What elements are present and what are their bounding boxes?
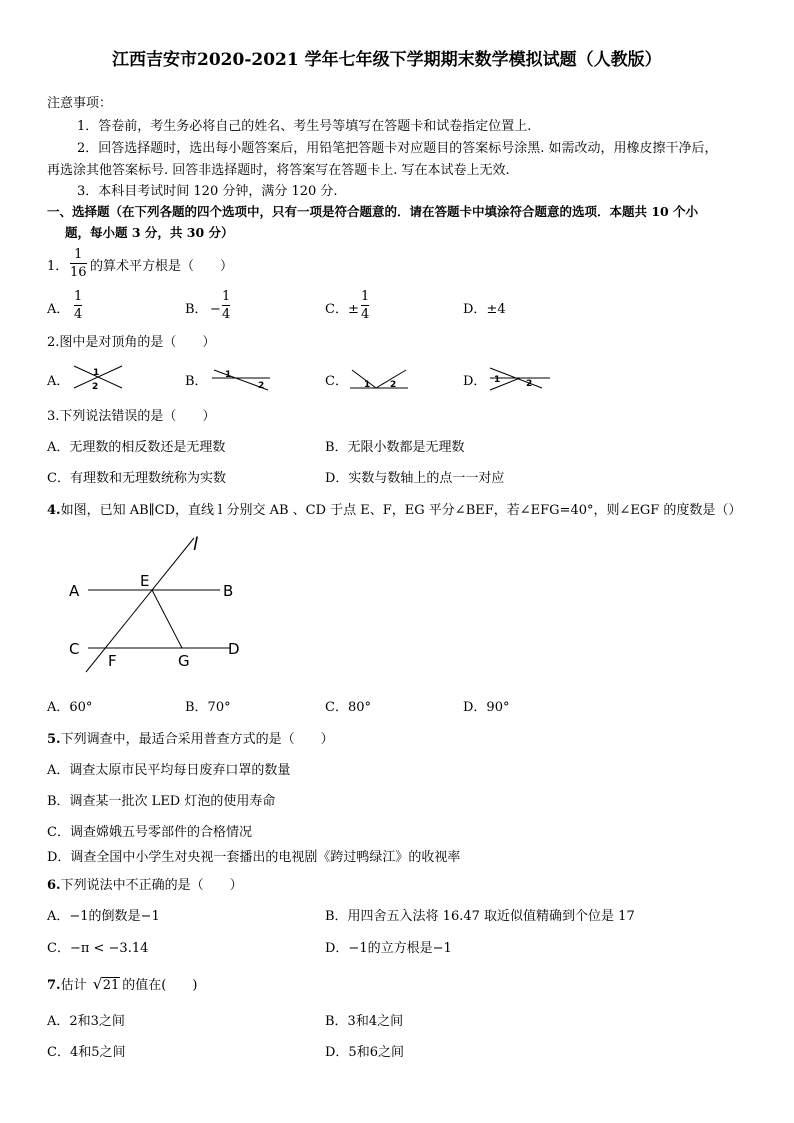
q6-option-a: A．−1的倒数是−1 bbox=[47, 909, 160, 924]
q2-figure-c bbox=[346, 364, 412, 392]
q4-option-d: D．90° bbox=[463, 700, 510, 715]
q5-stem-text: 下列调查中，最适合采用普查方式的是（ ） bbox=[60, 732, 334, 747]
q1-option-b-fraction bbox=[222, 290, 230, 321]
q4-stem-text: 如图，已知 AB∥CD，直线 l 分别交 AB 、CD 于点 E、F，EG 平分∠BEF，若∠EFG=40°，则∠EGF 的度数是（） bbox=[60, 503, 742, 518]
q2-b-angle-1: 1 bbox=[225, 370, 232, 380]
q1-option-a-num: 1 bbox=[74, 289, 83, 304]
q1-fraction-numerator: 1 bbox=[74, 247, 83, 262]
q6-stem bbox=[47, 879, 243, 892]
q2-c-angle-1: 1 bbox=[364, 380, 371, 390]
q2-figure-b bbox=[208, 364, 274, 394]
q4-label-G: G bbox=[178, 652, 190, 670]
q1-option-a-den: 4 bbox=[74, 307, 83, 322]
q5-option-c: C．调查嫦娥五号零部件的合格情况 bbox=[47, 825, 252, 840]
q6-number: 6. bbox=[47, 878, 61, 893]
q2-option-c-label: C． bbox=[325, 374, 348, 389]
q4-label-F: F bbox=[108, 652, 117, 670]
q7-radicand: 21 bbox=[102, 978, 120, 993]
notice-item-2-cont: 再选涂其他答案标号. 回答非选择题时，将答案写在答题卡上. 写在本试卷上无效. bbox=[47, 163, 510, 178]
q1-option-b-label: B． bbox=[185, 302, 208, 317]
q1-fraction bbox=[70, 248, 87, 279]
q3-option-b: B．无限小数都是无理数 bbox=[325, 440, 465, 455]
q2-figure-a bbox=[70, 362, 126, 392]
q2-d-angle-1: 1 bbox=[494, 375, 501, 385]
q4-label-E: E bbox=[140, 572, 150, 590]
q2-d-angle-2: 2 bbox=[526, 379, 533, 389]
q1-option-b-num: 1 bbox=[222, 289, 231, 304]
q2-option-d-label: D． bbox=[463, 374, 487, 389]
q1-option-c-label: C． bbox=[325, 302, 348, 317]
q7-option-c: C．4和5之间 bbox=[47, 1045, 126, 1060]
q2-c-angle-2: 2 bbox=[390, 380, 397, 390]
q1-stem: 的算术平方根是（ ） bbox=[90, 259, 234, 274]
q1-option-d-label: D． bbox=[463, 302, 487, 317]
q5-option-b: B．调查某一批次 LED 灯泡的使用寿命 bbox=[47, 794, 276, 809]
q1-option-d-text: ±4 bbox=[486, 302, 506, 317]
q7-stem-post: 的值在( ) bbox=[122, 978, 198, 993]
q1-option-c-den: 4 bbox=[361, 307, 370, 322]
q1-number: 1． bbox=[47, 259, 69, 274]
q1-option-c-num: 1 bbox=[361, 289, 370, 304]
q1-option-c-prefix: ± bbox=[348, 302, 359, 317]
radical-sign-icon: √ bbox=[92, 975, 103, 993]
q5-number: 5. bbox=[47, 732, 61, 747]
q1-option-a-fraction bbox=[74, 290, 82, 321]
q4-number: 4. bbox=[47, 503, 61, 518]
page-title: 江西吉安市2020-2021 学年七年级下学期期末数学模拟试题（人教版） bbox=[112, 50, 662, 70]
q7-stem bbox=[47, 975, 198, 993]
q2-a-angle-2: 2 bbox=[92, 382, 99, 392]
q7-option-d: D．5和6之间 bbox=[325, 1045, 404, 1060]
q2-b-angle-2: 2 bbox=[258, 381, 265, 391]
q4-label-A: A bbox=[69, 582, 80, 600]
notice-item-3: 3．本科目考试时间 120 分钟，满分 120 分. bbox=[77, 184, 338, 199]
q1-option-c-fraction bbox=[361, 290, 369, 321]
q4-figure bbox=[60, 532, 260, 677]
q1-fraction-denominator: 16 bbox=[70, 265, 87, 280]
q7-stem-pre: 估计 bbox=[60, 978, 87, 993]
q6-option-c: C．−π < −3.14 bbox=[47, 941, 149, 956]
q6-option-b: B．用四舍五入法将 16.47 取近似值精确到个位是 17 bbox=[325, 909, 635, 924]
q7-sqrt bbox=[92, 975, 121, 993]
q5-option-a: A．调查太原市民平均每日废弃口罩的数量 bbox=[47, 763, 291, 778]
q2-option-a-label: A． bbox=[47, 374, 70, 389]
notice-item-1: 1．答卷前，考生务必将自己的姓名、考生号等填写在答题卡和试卷指定位置上. bbox=[77, 119, 532, 134]
q4-label-B: B bbox=[223, 582, 234, 600]
q1-option-a-label: A． bbox=[47, 302, 70, 317]
q4-option-a: A．60° bbox=[47, 700, 93, 715]
q2-a-angle-1: 1 bbox=[93, 368, 100, 378]
q4-label-C: C bbox=[69, 640, 80, 658]
q3-option-d: D．实数与数轴上的点一一对应 bbox=[325, 471, 505, 486]
q2-option-b-label: B． bbox=[185, 374, 208, 389]
q1-option-d bbox=[463, 303, 506, 316]
notice-item-2: 2．回答选择题时，选出每小题答案后，用铅笔把答题卡对应题目的答案标号涂黑. 如需改动，用橡皮擦干净后， bbox=[77, 141, 718, 156]
q2-figure-d bbox=[486, 364, 554, 394]
q1-option-b-prefix: − bbox=[210, 302, 221, 317]
q6-stem-text: 下列说法中不正确的是（ ） bbox=[60, 878, 243, 893]
q6-option-d: D．−1的立方根是−1 bbox=[325, 941, 452, 956]
q4-label-l: l bbox=[193, 534, 199, 555]
section-heading-cont: 题，每小题 3 分，共 30 分） bbox=[65, 225, 234, 240]
section-heading: 一、选择题（在下列各题的四个选项中，只有一项是符合题意的．请在答题卡中填涂符合题意的选项．本题共 10 个小 bbox=[47, 204, 699, 219]
q5-option-d: D．调查全国中小学生对央视一套播出的电视剧《跨过鸭绿江》的收视率 bbox=[47, 850, 461, 865]
q3-option-c: C．有理数和无理数统称为实数 bbox=[47, 471, 226, 486]
q7-option-b: B．3和4之间 bbox=[325, 1014, 404, 1029]
q3-option-a: A．无理数的相反数还是无理数 bbox=[47, 440, 226, 455]
q5-stem bbox=[47, 733, 334, 746]
notice-heading: 注意事项： bbox=[47, 96, 113, 111]
q2-stem: 2.图中是对顶角的是（ ） bbox=[47, 335, 216, 350]
q4-option-c: C．80° bbox=[325, 700, 371, 715]
q7-number: 7. bbox=[47, 978, 61, 993]
q4-option-b: B．70° bbox=[185, 700, 231, 715]
q3-stem: 3.下列说法错误的是（ ） bbox=[47, 409, 216, 424]
q4-stem bbox=[47, 504, 741, 517]
q7-option-a: A．2和3之间 bbox=[47, 1014, 125, 1029]
q4-label-D: D bbox=[228, 640, 240, 658]
q1-option-b-den: 4 bbox=[222, 307, 231, 322]
